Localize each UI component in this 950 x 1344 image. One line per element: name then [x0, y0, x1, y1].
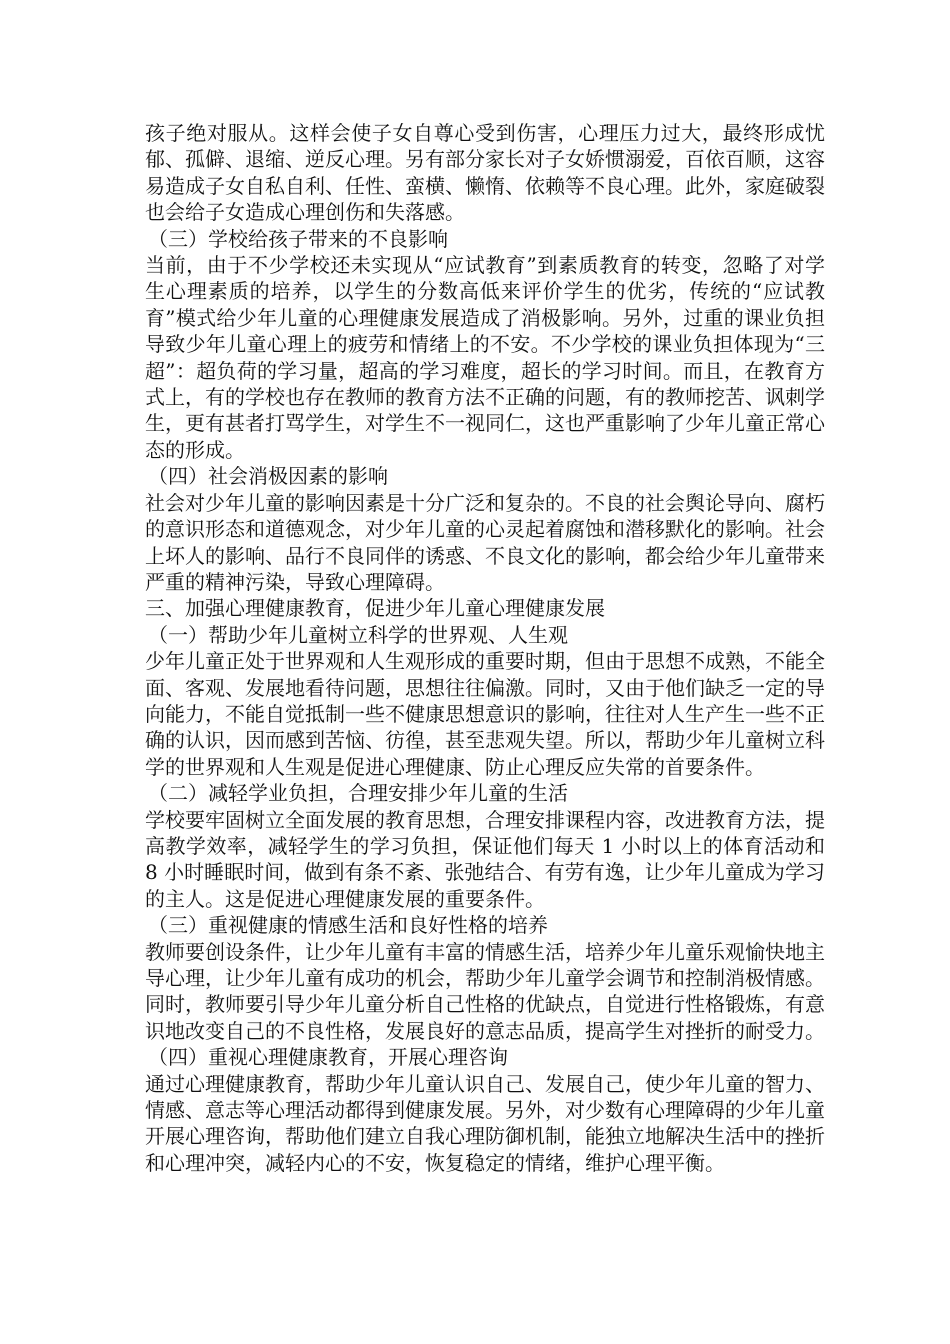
subheading-counseling: （四）重视心理健康教育，开展心理咨询 [148, 1045, 508, 1070]
subheading-school-influence: （三）学校给孩子带来的不良影响 [148, 226, 448, 251]
paragraph-family-influence-end: 孩子绝对服从。这样会使子女自尊心受到伤害，心理压力过大，最终形成忧郁、孤僻、退缩、逆反心理。另有部分家长对子女娇惯溺爱，百依百顺，这容易造成子女自私自利、任性、蛮横、懒惰、依赖等不良心理。此外，家庭破裂也会给子女造成心理创伤和失落感。 [145, 121, 825, 225]
section-heading-three: 三、加强心理健康教育，促进少年儿童心理健康发展 [145, 596, 605, 621]
document-body [145, 120, 825, 1176]
paragraph-school-influence: 当前，由于不少学校还未实现从“应试教育”到素质教育的转变，忽略了对学生心理素质的培养，以学生的分数高低来评价学生的优劣，传统的“应试教育”模式给少年儿童的心理健康发展造成了消极影响。另外，过重的课业负担导致少年儿童心理上的疲劳和情绪上的不安。不少学校的课业负担体现为“三超”：超负荷的学习量，超高的学习难度，超长的学习时间。而且，在教育方式上，有的学校也存在教师的教育方法不正确的问题，有的教师挖苦、讽刺学生，更有甚者打骂学生，对学生不一视同仁，这也严重影响了少年儿童正常心态的形成。 [145, 253, 825, 462]
paragraph-counseling: 通过心理健康教育，帮助少年儿童认识自己、发展自己，使少年儿童的智力、情感、意志等心理活动都得到健康发展。另外，对少数有心理障碍的少年儿童开展心理咨询，帮助他们建立自我心理防御机制，能独立地解决生活中的挫折和心理冲突，减轻内心的不安，恢复稳定的情绪，维护心理平衡。 [145, 1071, 825, 1175]
paragraph-social-influence: 社会对少年儿童的影响因素是十分广泛和复杂的。不良的社会舆论导向、腐朽的意识形态和道德观念，对少年儿童的心灵起着腐蚀和潜移默化的影响。社会上坏人的影响、品行不良同伴的诱惑、不良文化的影响，都会给少年儿童带来严重的精神污染，导致心理障碍。 [145, 490, 825, 594]
subheading-worldview: （一）帮助少年儿童树立科学的世界观、人生观 [148, 622, 568, 647]
paragraph-reduce-burden: 学校要牢固树立全面发展的教育思想，合理安排课程内容，改进教育方法，提高教学效率，减轻学生的学习负担，保证他们每天 1 小时以上的体育活动和 8 小时睡眠时间，做到有条不紊、张弛结合、有劳有逸，让少年儿童成为学习的主人。这是促进心理健康发展的重要条件。 [145, 807, 825, 911]
subheading-emotion-character: （三）重视健康的情感生活和良好性格的培养 [148, 913, 548, 938]
subheading-reduce-burden: （二）减轻学业负担，合理安排少年儿童的生活 [148, 781, 568, 806]
paragraph-worldview: 少年儿童正处于世界观和人生观形成的重要时期，但由于思想不成熟，不能全面、客观、发展地看待问题，思想往往偏激。同时，又由于他们缺乏一定的导向能力，不能自觉抵制一些不健康思想意识的影响，往往对人生产生一些不正确的认识，因而感到苦恼、彷徨，甚至悲观失望。所以，帮助少年儿童树立科学的世界观和人生观是促进心理健康、防止心理反应失常的首要条件。 [145, 649, 825, 779]
subheading-social-influence: （四）社会消极因素的影响 [148, 464, 388, 489]
paragraph-emotion-character: 教师要创设条件，让少年儿童有丰富的情感生活，培养少年儿童乐观愉快地主导心理，让少年儿童有成功的机会，帮助少年儿童学会调节和控制消极情感。同时，教师要引导少年儿童分析自己性格的优缺点，自觉进行性格锻炼，有意识地改变自己的不良性格，发展良好的意志品质，提高学生对挫折的耐受力。 [145, 939, 825, 1043]
